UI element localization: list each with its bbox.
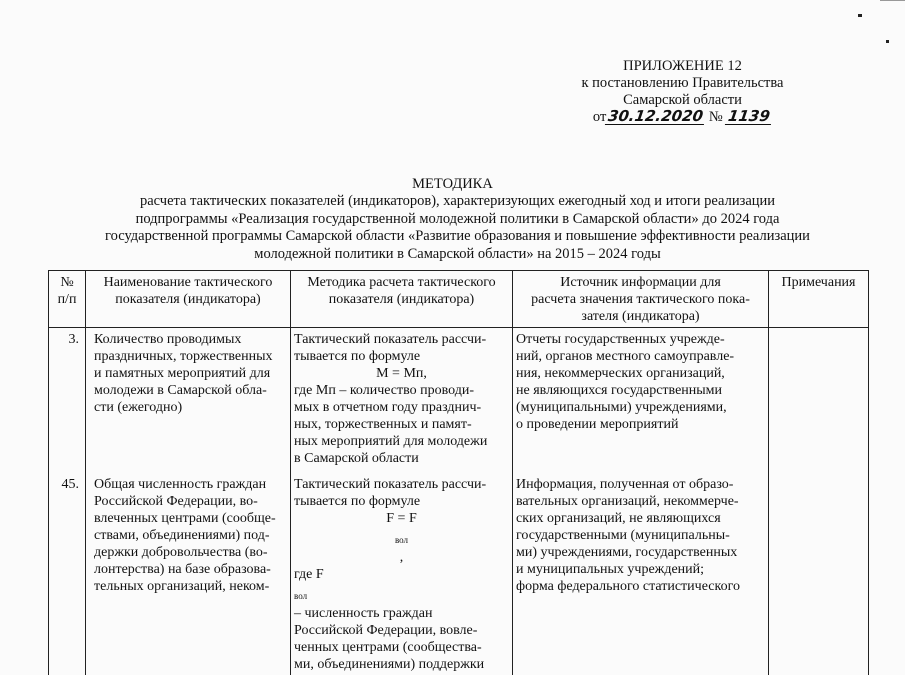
- source-line: Информация, полученная от образо-: [516, 477, 734, 492]
- formula: М = Мп,: [376, 366, 427, 381]
- subtitle-line: государственной программы Самарской области «Развитие образования и повышение эффективности реализации: [105, 228, 810, 244]
- appendix-header: [560, 58, 805, 126]
- method-line: тывается по формуле: [294, 349, 421, 364]
- method-line: Тактический показатель рассчи-: [294, 332, 487, 347]
- method-line: ченных центрами (сообщества-: [294, 639, 482, 655]
- table-row: [49, 473, 869, 675]
- header-method-line: Методика расчета тактического: [307, 275, 496, 290]
- header-num-line: п/п: [57, 292, 77, 307]
- source-line: ских организаций, не являющихся: [516, 511, 721, 526]
- method-line: тывается по формуле: [294, 494, 421, 509]
- method-line: Российской Федерации, вовле-: [294, 622, 478, 638]
- source-line: не являющихся государственными: [516, 383, 723, 398]
- indicator-name-line: молодежи в Самарской обла-: [94, 383, 267, 398]
- subtitle-line: расчета тактических показателей (индикаторов), характеризующих ежегодный ход и итоги реализации: [139, 193, 776, 209]
- indicator-name-line: Общая численность граждан: [94, 477, 267, 492]
- method-line: ми, объединениями) поддержки: [294, 656, 485, 672]
- header-name-line: показателя (индикатора): [115, 292, 261, 307]
- row-number: 45.: [49, 473, 86, 675]
- header-method-line: показателя (индикатора): [328, 292, 475, 307]
- indicator-name: [86, 328, 291, 474]
- methodology-title: МЕТОДИКА: [412, 176, 493, 192]
- scan-mark-top: [858, 14, 862, 17]
- header-notes: Примечания: [769, 271, 869, 328]
- formula-main: F = F: [386, 511, 417, 526]
- appendix-title: ПРИЛОЖЕНИЕ 12: [623, 58, 742, 74]
- header-num: [49, 271, 86, 328]
- date-value: 30.12.2020: [607, 107, 705, 125]
- info-source: [513, 473, 769, 675]
- calc-method: [291, 473, 513, 675]
- source-line: и муниципальных учреждений;: [516, 562, 705, 577]
- method-line: ных, торжественных и памят-: [294, 417, 472, 432]
- indicator-name-line: Количество проводимых: [94, 332, 242, 347]
- header-source-line: Источник информации для: [560, 275, 721, 290]
- header-name-line: Наименование тактического: [103, 275, 273, 290]
- indicator-name-line: влеченных центрами (сообще-: [94, 511, 276, 526]
- indicator-name-line: держки добровольчества (во-: [94, 545, 268, 560]
- notes-cell: [769, 473, 869, 675]
- indicators-table: [48, 270, 869, 675]
- indicator-name: [86, 473, 291, 675]
- method-line: ных мероприятий для молодежи: [294, 434, 488, 449]
- source-line: Отчеты государственных учрежде-: [516, 332, 725, 347]
- appendix-line-2: к постановлению Правительства: [581, 75, 784, 91]
- scan-mark-corner: [886, 40, 889, 43]
- header-num-line: №: [60, 275, 74, 290]
- header-method: [291, 271, 513, 328]
- appendix-line-3: Самарской области: [623, 92, 742, 108]
- header-source: [513, 271, 769, 328]
- table-row: [49, 328, 869, 474]
- header-source-line: расчета значения тактического пока-: [531, 292, 750, 307]
- notes-cell: [769, 328, 869, 474]
- scan-edge-line: [880, 0, 905, 1]
- number-prefix: №: [708, 109, 723, 125]
- date-prefix: от: [592, 109, 607, 125]
- indicator-name-line: Российской Федерации, во-: [94, 494, 258, 509]
- calc-method: [291, 328, 513, 474]
- info-source: [513, 328, 769, 474]
- header-source-line: зателя (индикатора): [581, 309, 700, 324]
- indicator-name-line: сти (ежегодно): [94, 400, 183, 415]
- method-line: в Самарской области: [294, 451, 419, 466]
- subtitle-line: подпрограммы «Реализация государственной молодежной политики в Самарской области» до 2024 года: [135, 210, 780, 227]
- appendix-date-line: [560, 109, 805, 126]
- indicator-name-line: лонтерства) на базе образова-: [94, 562, 271, 577]
- method-text: где F: [294, 566, 324, 582]
- method-subscript: вол: [294, 590, 308, 601]
- source-line: вательных организаций, некоммерче-: [516, 494, 739, 509]
- method-line: где Мп – количество проводи-: [294, 383, 475, 398]
- row-number: 3.: [49, 328, 86, 474]
- indicator-name-line: праздничных, торжественных: [94, 349, 273, 364]
- source-line: государственными (муниципальны-: [516, 528, 730, 543]
- source-line: форма федерального статистического: [516, 579, 740, 594]
- formula: [294, 510, 509, 566]
- source-line: ний, органов местного самоуправле-: [516, 349, 735, 364]
- method-text: – численность граждан: [294, 605, 433, 621]
- methodology-subtitle: [60, 193, 855, 263]
- source-line: ми) учреждениями, государственных: [516, 545, 738, 560]
- indicator-name-line: тельных организаций, неком-: [94, 579, 270, 594]
- number-value: 1139: [727, 107, 772, 125]
- formula-subscript: вол: [394, 534, 409, 545]
- source-line: ния, некоммерческих организаций,: [516, 366, 725, 381]
- table-header-row: [49, 271, 869, 328]
- method-line: Тактический показатель рассчи-: [294, 477, 487, 492]
- source-line: (муниципальными) учреждениями,: [516, 400, 727, 415]
- source-line: о проведении мероприятий: [516, 417, 679, 432]
- method-line: [294, 566, 509, 622]
- subtitle-line: молодежной политики в Самарской области» на 2015 – 2024 годы: [254, 245, 661, 262]
- indicator-name-line: ствами, объединениями) под-: [94, 528, 270, 543]
- method-line: мых в отчетном году празднич-: [294, 400, 482, 415]
- indicator-name-line: и памятных мероприятий для: [94, 366, 271, 381]
- formula-end: ,: [399, 549, 404, 565]
- header-name: [86, 271, 291, 328]
